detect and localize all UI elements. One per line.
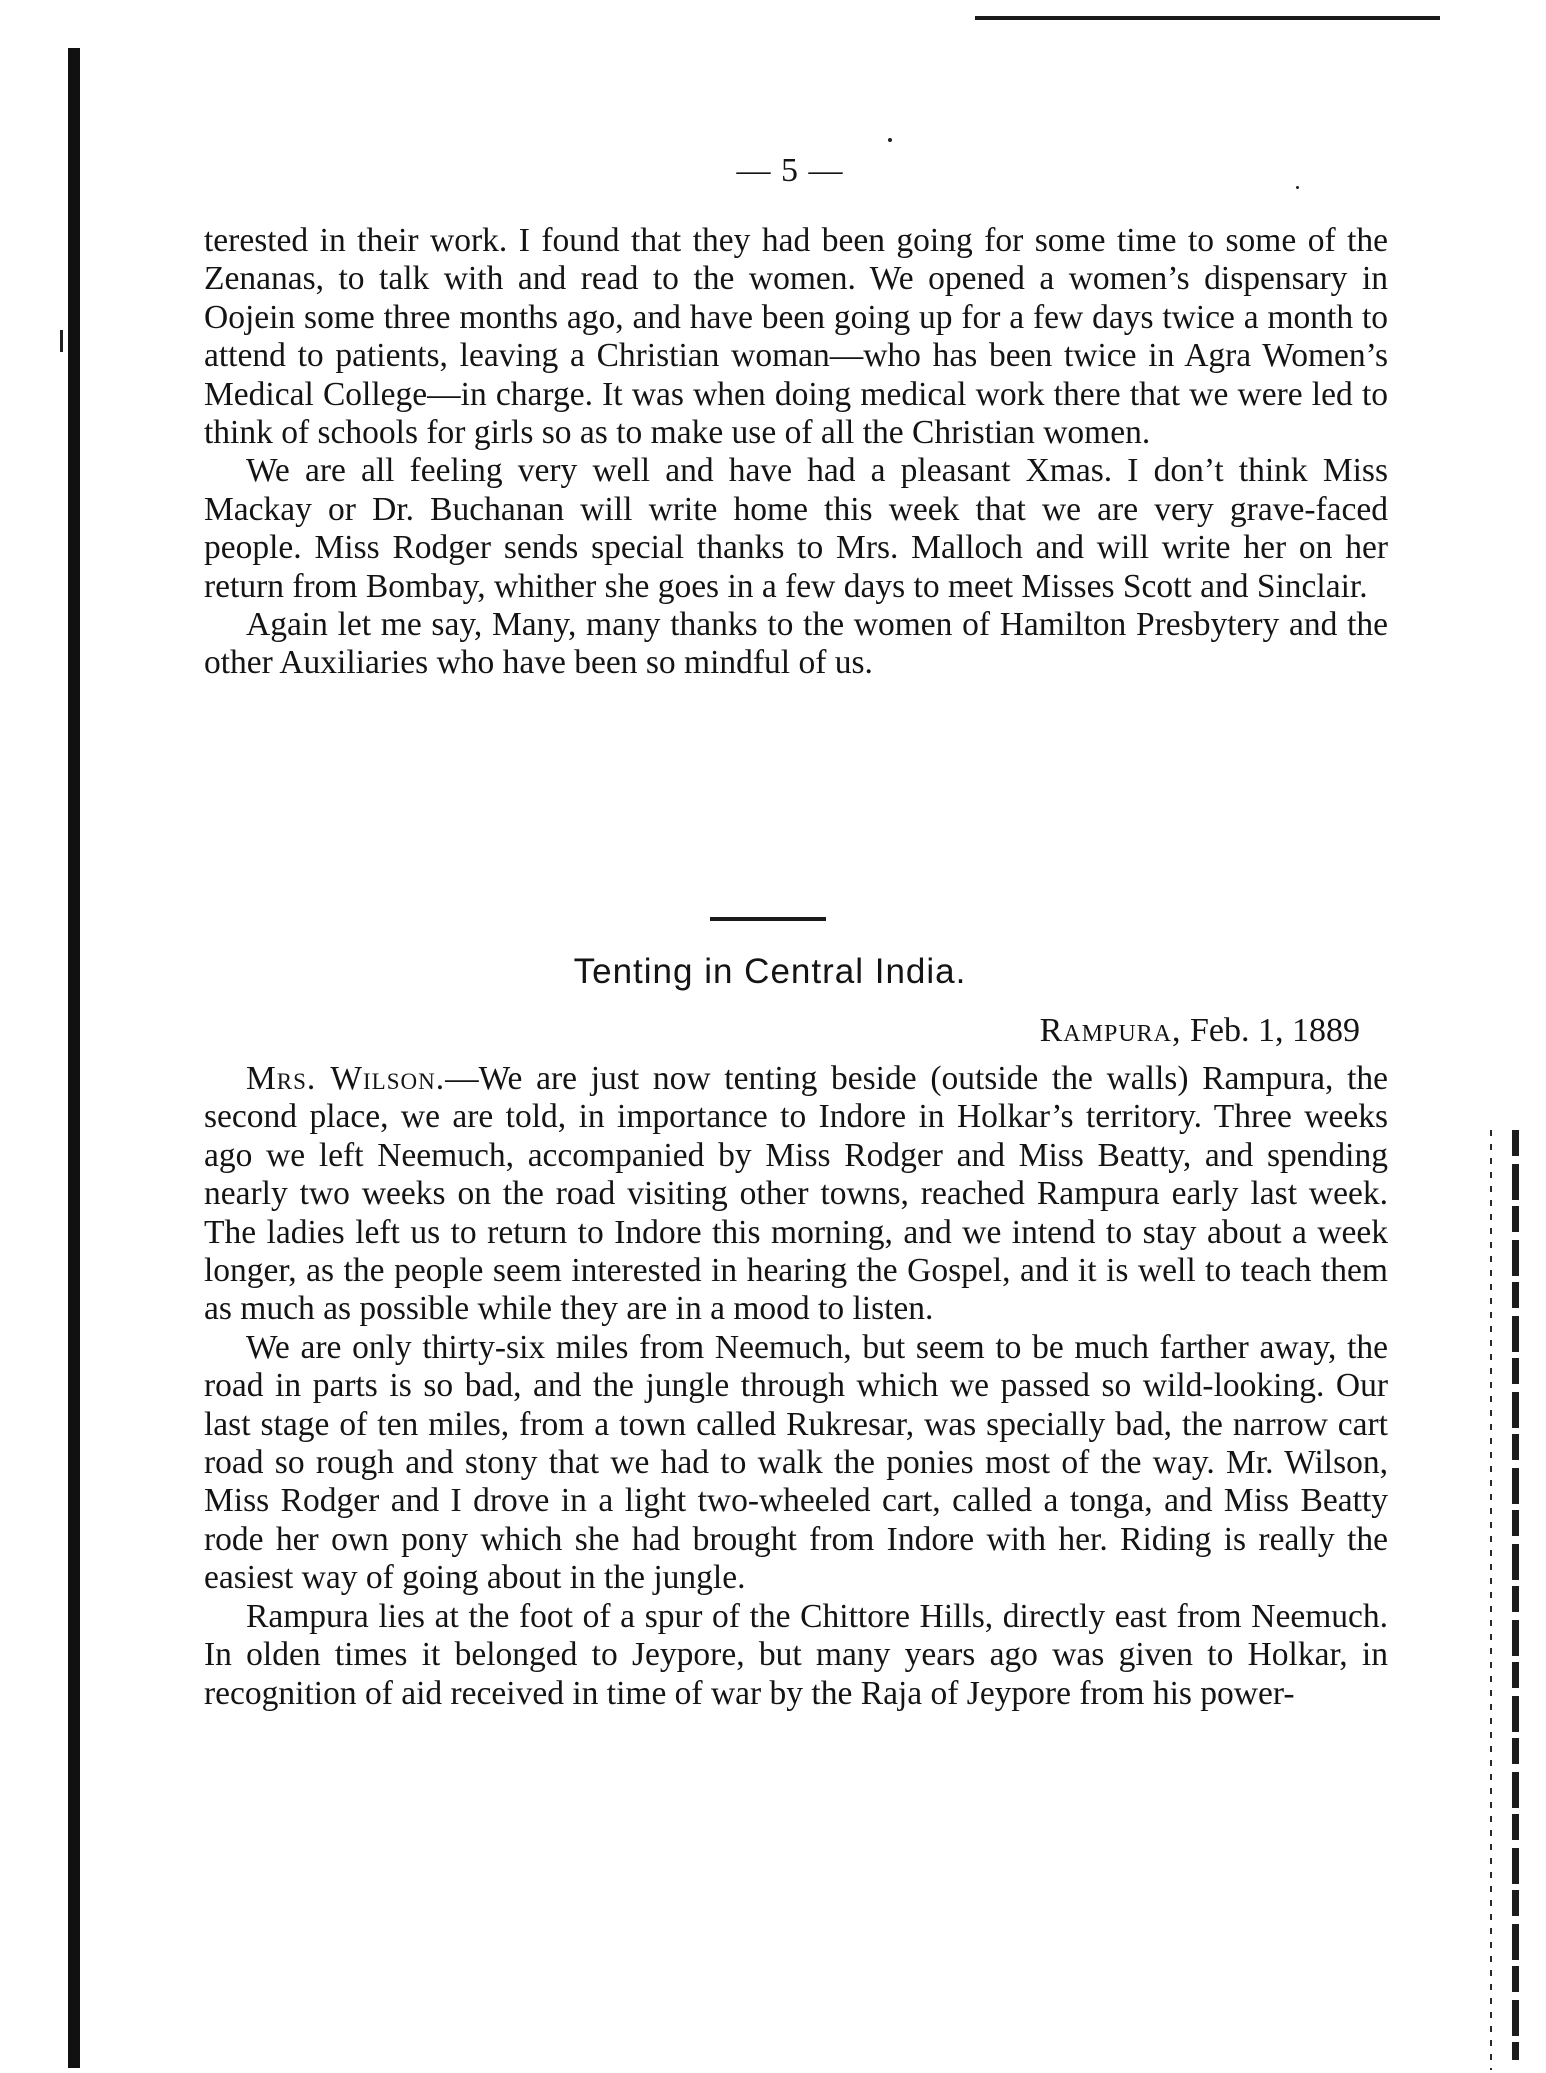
paragraph-text: —We are just now tenting beside (outside the walls) Rampura, the second place, we are told, in importance to Indore in Holkar’s territory. Three weeks ago we left Neemuch, accompanied by Miss Rodger and Miss Beatty, and spending nearly two weeks on the road visiting other towns, reached Rampura early last week. The ladies left us to return to Indore this morning, and we intend to stay about a week longer, as the people seem interested in hearing the Gospel, and it is well to teach them as much as possible while they are in a mood to listen.: [204, 1060, 1389, 1328]
scan-speck: [888, 138, 892, 142]
dateline-date: Feb. 1, 1889: [1190, 1012, 1360, 1049]
scan-right-dotted-edge: [1490, 1130, 1492, 2070]
scan-left-mark: [60, 330, 63, 352]
page-number: — 5 —: [736, 152, 844, 189]
paragraph: terested in their work. I found that they had been going for some time to some of the Zenanas, to talk with and read to the women. We opened a women’s dispensary in Oojein some three months ago, and have been going up for a few days twice a month to attend to patients, leaving a Christian woman—who has been twice in Agra Women’s Medical College—in charge. It was when doing medical work there that we were led to think of schools for girls so as to make use of all the Christian women.: [204, 222, 1388, 452]
scan-right-edge: [1512, 1130, 1519, 2060]
dateline: [900, 1012, 1360, 1050]
scan-left-edge: [68, 48, 80, 2068]
dateline-place: Rampura,: [1039, 1012, 1182, 1049]
paragraph: [204, 1060, 1388, 1329]
scan-top-rule: [975, 16, 1440, 20]
paragraph: Again let me say, Many, many thanks to the women of Hamilton Presbytery and the other Auxiliaries who have been so mindful of us.: [204, 606, 1388, 682]
article-body: [204, 1060, 1388, 1713]
paragraph: Rampura lies at the foot of a spur of the Chittore Hills, directly east from Neemuch. In olden times it belonged to Jeypore, but many years ago was given to Holkar, in recognition of aid received in time of war by the Raja of Jeypore from his power-: [204, 1597, 1388, 1712]
letter-continuation: [204, 222, 1388, 683]
speaker-name: Mrs. Wilson.: [246, 1060, 446, 1097]
article-title: Tenting in Central India.: [573, 952, 967, 991]
scan-speck: [1296, 186, 1299, 189]
paragraph: We are all feeling very well and have had a pleasant Xmas. I don’t think Miss Mackay or Dr. Buchanan will write home this week that we are very grave-faced people. Miss Rodger sends special thanks to Mrs. Malloch and will write her on her return from Bombay, whither she goes in a few days to meet Misses Scott and Sinclair.: [204, 452, 1388, 605]
paragraph: We are only thirty-six miles from Neemuch, but seem to be much farther away, the road in parts is so bad, and the jungle through which we passed so wild-looking. Our last stage of ten miles, from a town called Rukresar, was specially bad, the narrow cart road so rough and stony that we had to walk the ponies most of the way. Mr. Wilson, Miss Rodger and I drove in a light two-wheeled cart, called a tonga, and Miss Beatty rode her own pony which she had brought from Indore with her. Riding is really the easiest way of going about in the jungle.: [204, 1328, 1388, 1597]
section-divider: [710, 917, 826, 921]
